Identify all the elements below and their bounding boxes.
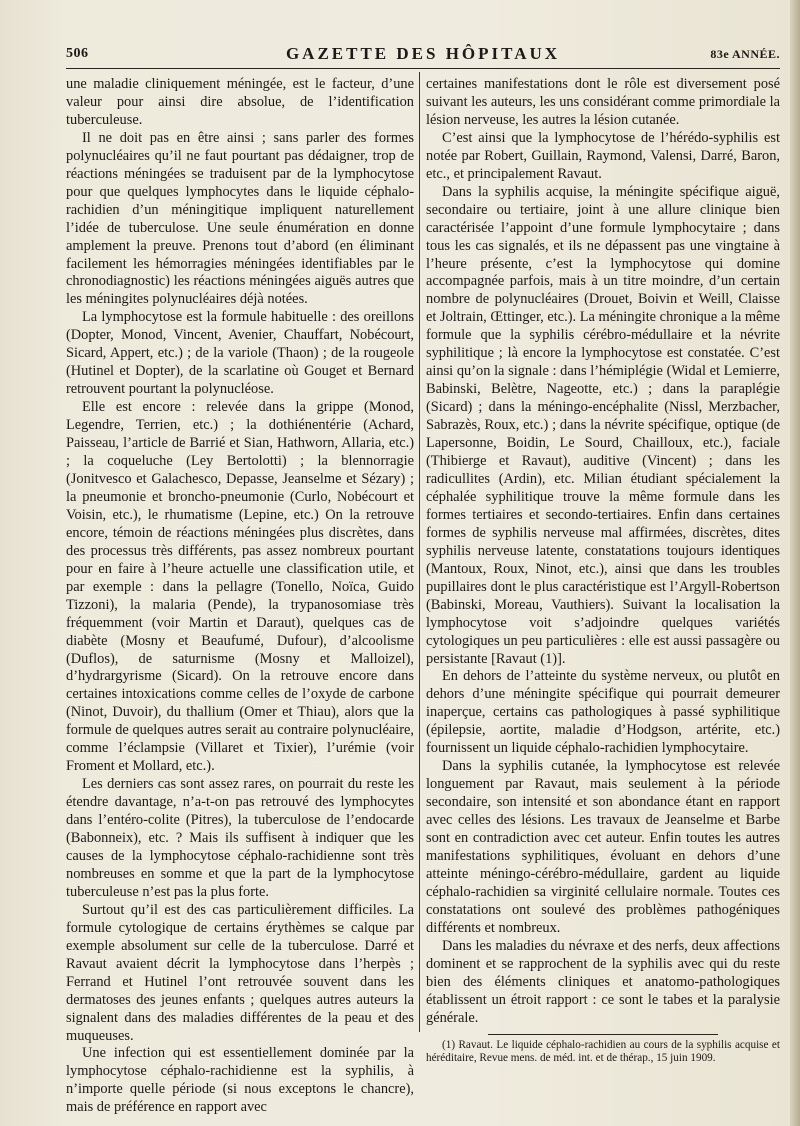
paragraph: Dans la syphilis acquise, la méningite spécifique aiguë, secondaire ou tertiaire, joint à une allure clinique bien caractérisée l’appoint d’une formule lymphocytaire ; dans tous les cas signalés, et ils ne dépassent pas une vingtaine à l’heure présente, c’est la lymphocytose qui domine accompagnée parfois, mais à un titre moindre, d’un certain nombre de polynucléaires (Drouet, Boivin et Weill, Claisse et Joltrain, Œttinger, etc.). La méningite chronique a la même formule que la syphilis cérébro-médullaire et la névrite syphilitique ; là encore la lymphocytose est constatée. C’est ainsi qu’on la signale : dans l’hémiplégie (Widal et Lemierre, Babinski, Belètre, Nageotte, etc.) ; dans la paraplégie (Sicard) ; dans la méningo-encéphalite (Nissl, Merzbacher, Sabrazès, Roux, etc.) ; dans la névrite spécifique, optique (de Lapersonne, Boidin, Le Sourd, Chailloux, etc.), faciale (Thibierge et Ravaut), auditive (Vincent) ; dans les radicullites (Ardin), etc. Milian étudiant spécialement la céphalée syphilitique trouve la même formule dans les formes tertiaires et secondo-tertiaires. Enfin dans certaines formes de syphilis nerveuse mal affirmées, discrètes, dites syphilis nerveuse latente, constatations toujours identiques (Mantoux, Roux, Ninot, etc.), ainsi que dans les troubles pupillaires dont le plus caractéristique est l’Argyll-Robertson (Babinski, Moreau, Vauthiers). Suivant la localisation la lymphocytose voit s’adjoindre quelques variétés cytologiques un peu particulières : elle est aussi passagère ou persistante [Ravaut (1)]. [426, 183, 780, 667]
paragraph: Dans la syphilis cutanée, la lymphocytose est relevée longuement par Ravaut, mais seulement à la période secondaire, son intensité et son abondance étant en rapport avec celles des lésions. Les travaux de Jeanselme et Barbe sont en contradiction avec cet auteur. Enfin toutes les autres manifestations syphilitiques, évoluant en dehors d’une atteinte méningo-cérébro-médullaire, gardent au liquide céphalo-rachidien sa virginité cellulaire normale. Toutes ces constatations ont soulevé des problèmes pathogéniques différents et nombreux. [426, 758, 780, 936]
column-divider [419, 72, 420, 1032]
page-number: 506 [66, 46, 89, 61]
page-edge [790, 0, 800, 1126]
publication-title: GAZETTE DES HÔPITAUX [285, 44, 561, 63]
paragraph: En dehors de l’atteinte du système nerveux, ou plutôt en dehors d’une méningite spécifique qui pourrait demeurer inaperçue, certains cas pathologiques à passé syphilitique (épilepsie, aortite, maladie d’Hodgson, artérite, etc.) fournissent un liquide céphalo-rachidien lymphocytaire. [426, 668, 780, 757]
paragraph: C’est ainsi que la lymphocytose de l’hérédo-syphilis est notée par Robert, Guillain, Raymond, Valensi, Darré, Baron, etc., et principalement Ravaut. [426, 129, 780, 182]
footnote-rule [488, 1034, 718, 1035]
paragraph: Les derniers cas sont assez rares, on pourrait du reste les étendre davantage, n’a-t-on pas retrouvé des lymphocytes dans l’entéro-colite (Pitres), la tuberculose de l’endocarde (Babonneix), etc. ? Mais ils suffisent à indiquer que les causes de la lymphocytose céphalo-rachidienne sont très nombreuses en somme et que la part de la lymphocytose tuberculeuse n’est pas la plus forte. [66, 776, 414, 900]
paragraph: Une infection qui est essentiellement dominée par la lymphocytose céphalo-rachidienne est la syphilis, à n’importe quelle période (si nous exceptons le chancre), mais de préférence en rapport avec [66, 1045, 414, 1116]
paragraph: Elle est encore : relevée dans la grippe (Monod, Legendre, Terrien, etc.) ; la dothiénentérie (Achard, Paisseau, l’article de Barrié et Sian, Hathworn, Allaria, etc.) ; la coqueluche (Ley Bertolotti) ; la blennorragie (Jonitvesco et Galachesco, Depasse, Jeanselme et Sézary) ; la pneumonie et broncho-pneumonie (Curlo, Nobécourt et Voisin, etc.), le rhumatisme (Lepine, etc.) On la retrouve encore, témoin de réactions méningées plus discrètes, dans des processus très différents, pas assez nombreux pourtant pour en faire à l’heure actuelle une classification utile, et par exemple : dans la pellagre (Tonello, Noïca, Guido Tizzoni), la malaria (Pende), la trypanosomiase très fréquemment (voir Martin et Daraut), quelques cas de diabète (Mosny et Beaufumé, Dufour), d’alcoolisme (Duflos), de saturnisme (Mosny et Malloizel), d’hydrargyrisme (Sicard). On la retrouve encore dans certaines intoxications comme celles de l’oxyde de carbone (Ninot, Duvoir), du thallium (Omer et Thiau), alors que la formule de quelques autres serait au contraire polynucléaire, comme l’éclampsie (Villaret et Tixier), l’urémie (voir Froment et Mollard, etc.). [66, 399, 414, 775]
left-column [66, 76, 414, 1117]
paragraph: une maladie cliniquement méningée, est le facteur, d’une valeur pour ainsi dire absolue, de l’identification tuberculeuse. [66, 76, 414, 128]
header-rule [66, 68, 780, 69]
paragraph: Il ne doit pas en être ainsi ; sans parler des formes polynucléaires qu’il ne faut pourtant pas dédaigner, trop de réactions méningées se traduisent par de la lymphocytose pour que quelques lymphocytes dans le liquide céphalo-rachidien d’un méningitique impliquent naturellement l’idée de tuberculose. Une seule énumération en donne amplement la preuve. Prenons tout d’abord (en éliminant facilement les hémorragies méningées identifiables par le chronodiagnostic) les réactions méningées aiguës autres que les méningites polynucléaires déjà notées. [66, 129, 414, 308]
right-column [426, 76, 780, 1066]
paragraph: La lymphocytose est la formule habituelle : des oreillons (Dopter, Monod, Vincent, Avenier, Chauffart, Nobécourt, Sicard, Appert, etc.) ; de la variole (Thaon) ; de la rougeole (Hutinel et Dopter), de la scarlatine où Gouget et Bernard retrouvent pourtant la polynucléose. [66, 309, 414, 398]
page-header [66, 44, 780, 66]
paragraph: Surtout qu’il est des cas particulièrement difficiles. La formule cytologique de certains érythèmes se calque par exemple absolument sur celle de la tuberculose. Darré et Ravaut avaient décrit la lymphocytose dans l’herpès ; Ferrand et Hutinel l’ont retrouvée souvent dans les dermatoses des jeunes enfants ; quelques autres auteurs la signalent dans des maladies différentes de la peau et des muqueuses. [66, 901, 414, 1044]
year-label: 83e ANNÉE. [710, 47, 780, 61]
footnote: (1) Ravaut. Le liquide céphalo-rachidien au cours de la syphilis acquise et héréditaire, Revue mens. de méd. int. et de thérap., 15 juin 1909. [426, 1038, 780, 1065]
paragraph: certaines manifestations dont le rôle est diversement posé suivant les auteurs, les uns considérant comme primordiale la lésion nerveuse, les autres la lésion cutanée. [426, 76, 780, 128]
paragraph: Dans les maladies du névraxe et des nerfs, deux affections dominent et se rapprochent de la syphilis avec qui du reste bien des éléments cliniques et anatomo-pathologiques établissent un étroit rapport : ce sont le tabes et la paralysie générale. [426, 937, 780, 1026]
